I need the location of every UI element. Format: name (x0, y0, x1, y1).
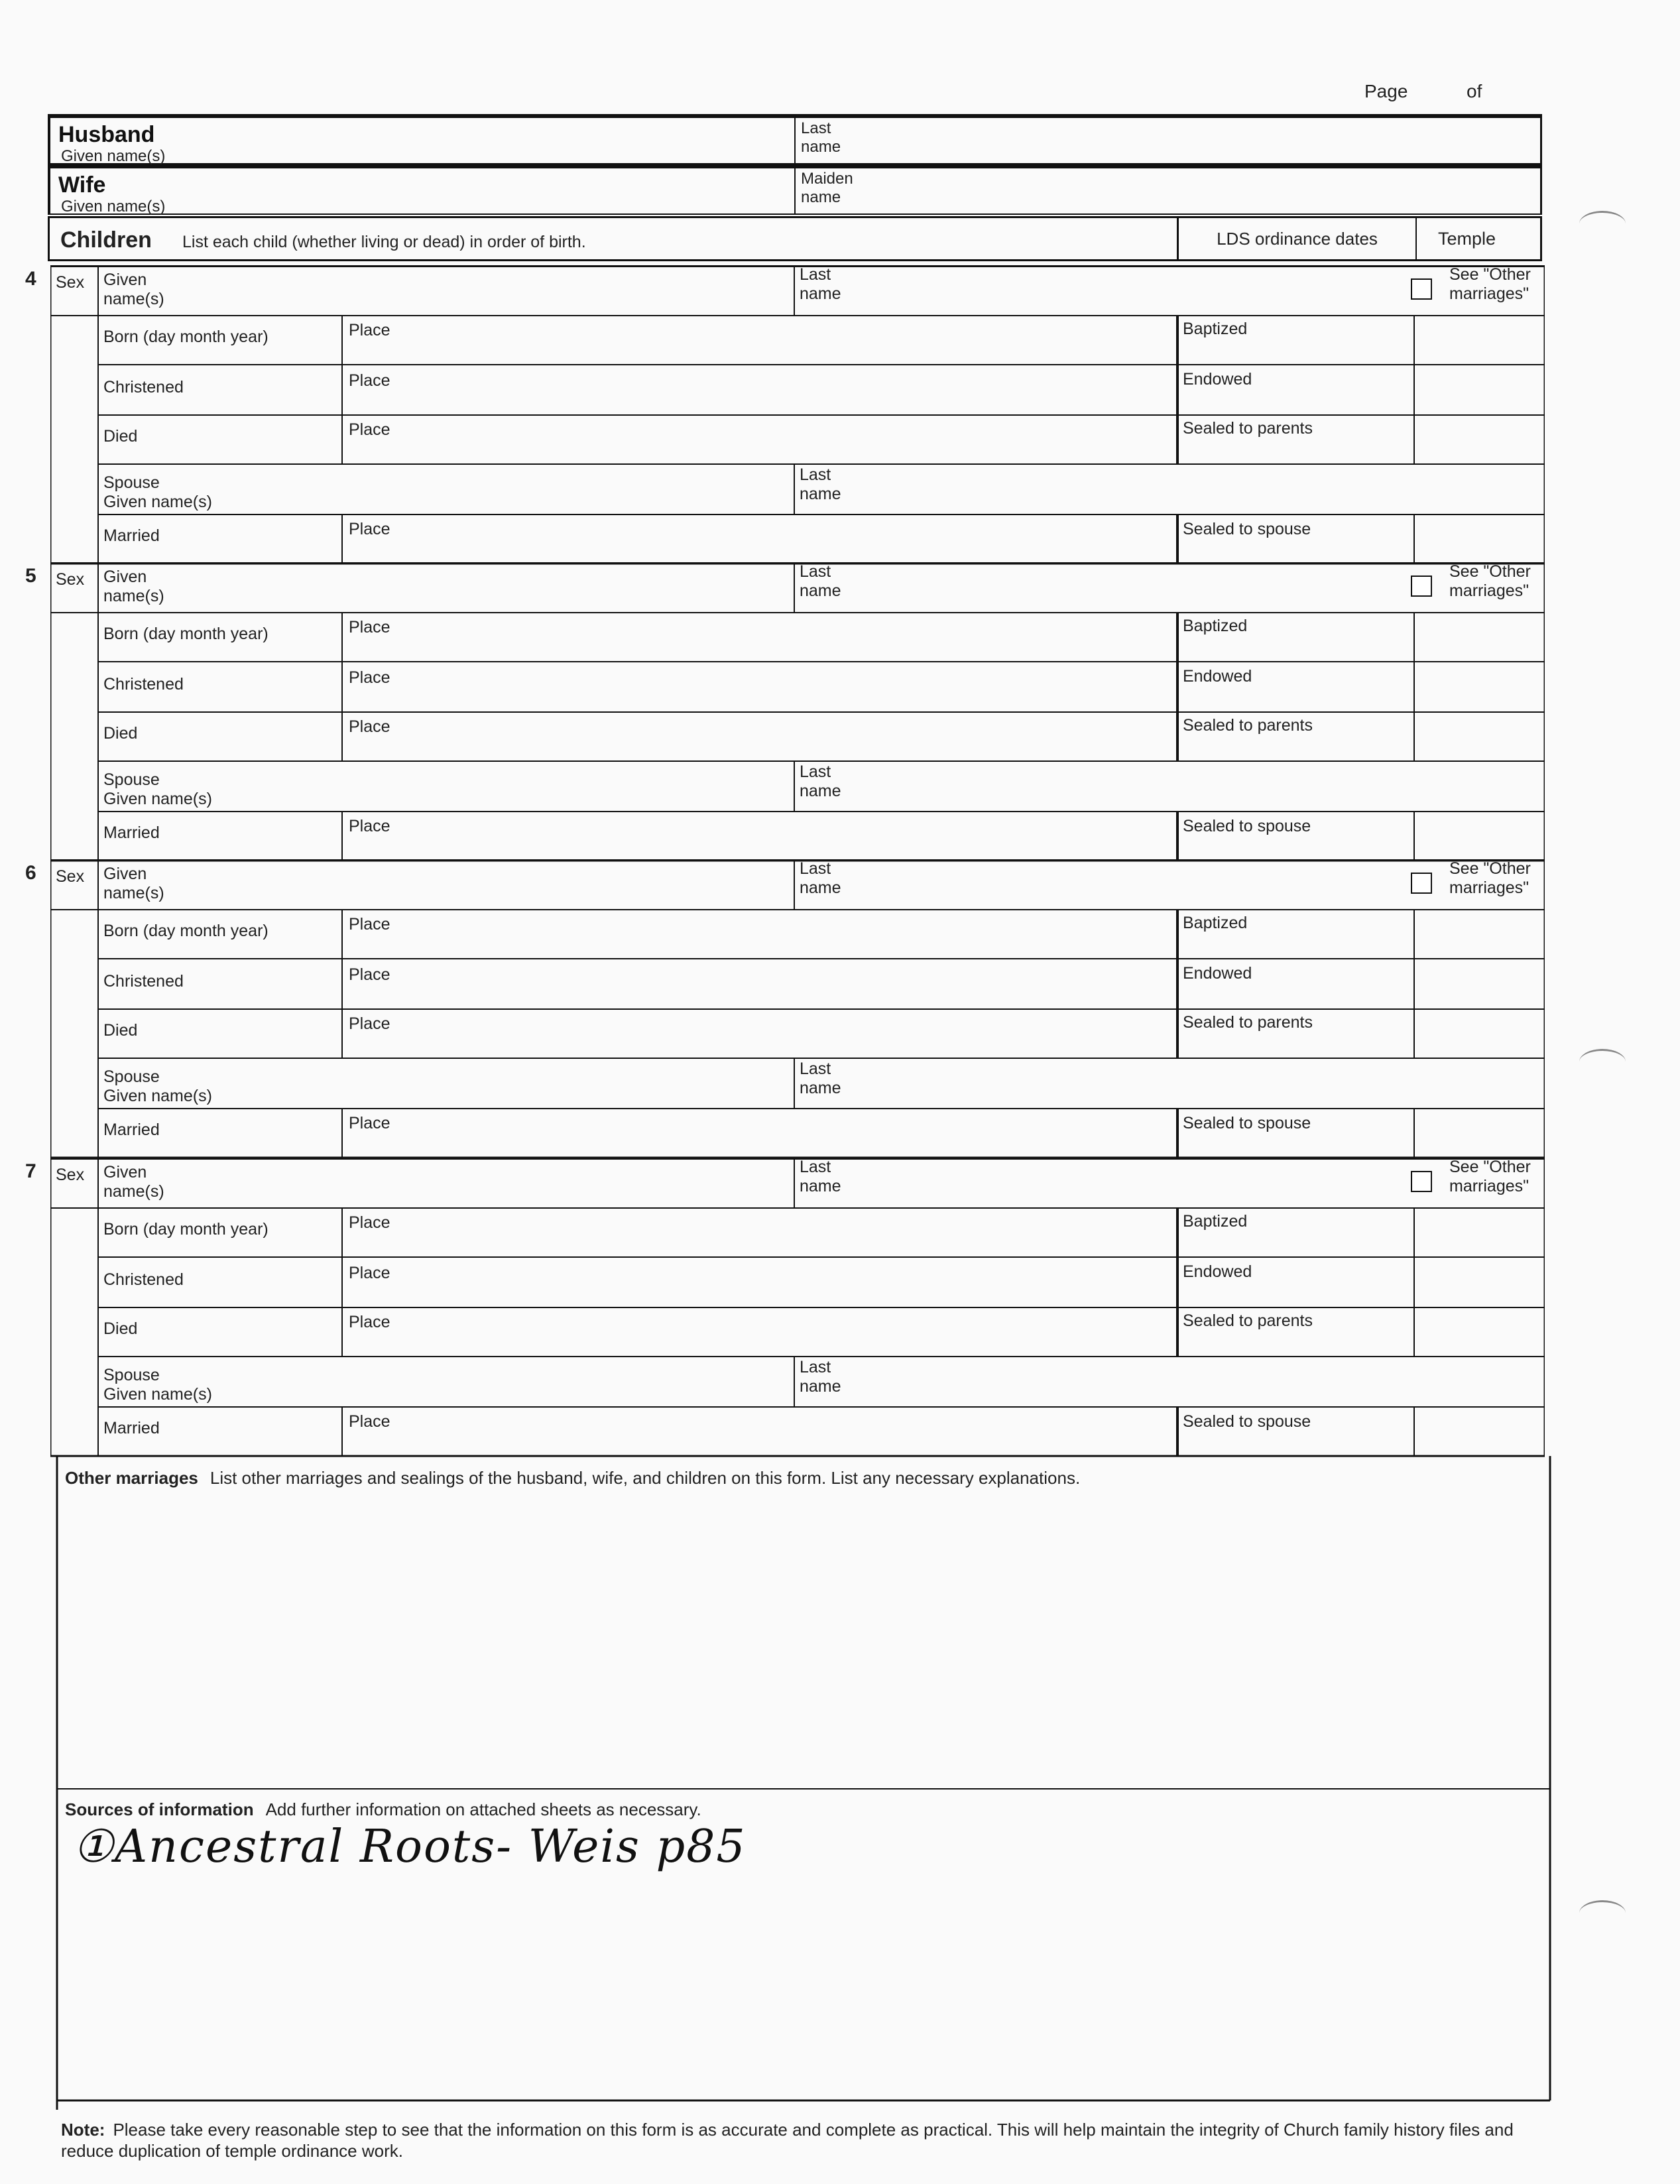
sources-description: Add further information on attached sheets as necessary. (265, 1799, 701, 1819)
baptized-label: Baptized (1183, 320, 1248, 338)
baptized-label: Baptized (1183, 914, 1248, 932)
sex-label: Sex (56, 273, 85, 292)
see-other-marriages-label: See "Other marriages" (1449, 562, 1531, 600)
page-label: Page (1364, 81, 1408, 101)
temple-label: Temple (1438, 229, 1496, 249)
born-place-label: Place (349, 915, 390, 934)
married-place-label: Place (349, 1114, 390, 1132)
given-names-label: Given name(s) (103, 568, 164, 605)
husband-title: Husband (58, 122, 155, 147)
husband-last-label: Last name (801, 119, 841, 156)
endowed-label: Endowed (1183, 667, 1252, 686)
other-marriages-title: Other marriages (65, 1468, 198, 1488)
baptized-label: Baptized (1183, 1212, 1248, 1231)
last-name-label: Last name (800, 562, 841, 600)
sex-label: Sex (56, 1166, 85, 1184)
other-marriages-header (65, 1468, 1080, 1488)
sealed-to-parents-label: Sealed to parents (1183, 419, 1313, 438)
christened-place-label: Place (349, 965, 390, 984)
christened-place-label: Place (349, 1264, 390, 1282)
married-place-label: Place (349, 1412, 390, 1431)
sources-title: Sources of information (65, 1799, 254, 1819)
given-names-label: Given name(s) (103, 1163, 164, 1201)
christened-place-label: Place (349, 668, 390, 687)
sealed-to-parents-label: Sealed to parents (1183, 1013, 1313, 1032)
note-text: Please take every reasonable step to see that the information on this form is as accurate and complete as practical. This will help maintain the integrity of Church family history files and reduce duplication of temple ordinance work. (61, 2120, 1514, 2161)
sources-header (65, 1799, 701, 1820)
sealed-to-parents-label: Sealed to parents (1183, 716, 1313, 735)
spouse-given-label: Spouse Given name(s) (103, 473, 212, 511)
note-label: Note: (61, 2120, 105, 2140)
died-label: Died (103, 724, 138, 743)
child-number: 5 (25, 565, 36, 587)
married-label: Married (103, 823, 160, 842)
christened-label: Christened (103, 675, 184, 694)
child-number: 7 (25, 1160, 36, 1182)
sealed-to-spouse-label: Sealed to spouse (1183, 817, 1311, 835)
married-place-label: Place (349, 520, 390, 538)
child-number: 6 (25, 862, 36, 884)
endowed-label: Endowed (1183, 964, 1252, 983)
sealed-to-spouse-label: Sealed to spouse (1183, 1412, 1311, 1431)
wife-maiden-label: Maiden name (801, 170, 853, 206)
sealed-to-spouse-label: Sealed to spouse (1183, 520, 1311, 538)
wife-title: Wife (58, 172, 106, 198)
handwritten-source-entry: ①Ancestral Roots- Weis p85 (73, 1821, 747, 1873)
endowed-label: Endowed (1183, 1262, 1252, 1281)
last-name-label: Last name (800, 1158, 841, 1195)
given-names-label: Given name(s) (103, 271, 164, 308)
baptized-label: Baptized (1183, 617, 1248, 635)
spouse-given-label: Spouse Given name(s) (103, 770, 212, 808)
spouse-last-label: Last name (800, 1358, 841, 1396)
of-label: of (1467, 81, 1482, 101)
died-place-label: Place (349, 1014, 390, 1033)
see-other-marriages-label: See "Other marriages" (1449, 265, 1531, 303)
born-place-label: Place (349, 1213, 390, 1232)
lds-ordinance-dates-label: LDS ordinance dates (1217, 229, 1378, 249)
born-place-label: Place (349, 321, 390, 339)
died-label: Died (103, 427, 138, 446)
see-other-marriages-label: See "Other marriages" (1449, 1158, 1531, 1195)
sex-label: Sex (56, 570, 85, 589)
other-marriages-description: List other marriages and sealings of the husband, wife, and children on this form. List any necessary explanations. (210, 1468, 1081, 1488)
died-label: Died (103, 1319, 138, 1338)
christened-label: Christened (103, 1270, 184, 1289)
christened-label: Christened (103, 378, 184, 396)
last-name-label: Last name (800, 859, 841, 897)
born-label: Born (day month year) (103, 1220, 269, 1239)
child-number: 4 (25, 268, 36, 290)
children-description: List each child (whether living or dead) in order of birth. (182, 233, 586, 251)
sealed-to-parents-label: Sealed to parents (1183, 1311, 1313, 1330)
sex-label: Sex (56, 867, 85, 886)
endowed-label: Endowed (1183, 370, 1252, 389)
born-label: Born (day month year) (103, 328, 269, 346)
married-label: Married (103, 1419, 160, 1437)
spouse-given-label: Spouse Given name(s) (103, 1067, 212, 1105)
married-label: Married (103, 1121, 160, 1139)
christened-place-label: Place (349, 371, 390, 390)
spouse-given-label: Spouse Given name(s) (103, 1366, 212, 1404)
born-place-label: Place (349, 618, 390, 637)
husband-given-label: Given name(s) (61, 147, 166, 165)
spouse-last-label: Last name (800, 762, 841, 800)
sealed-to-spouse-label: Sealed to spouse (1183, 1114, 1311, 1132)
died-label: Died (103, 1021, 138, 1040)
children-title: Children (60, 227, 152, 253)
given-names-label: Given name(s) (103, 865, 164, 902)
married-label: Married (103, 526, 160, 545)
spouse-last-label: Last name (800, 1060, 841, 1097)
last-name-label: Last name (800, 265, 841, 303)
born-label: Born (day month year) (103, 922, 269, 940)
spouse-last-label: Last name (800, 465, 841, 503)
footer-note (61, 2119, 1559, 2161)
wife-given-label: Given name(s) (61, 198, 166, 215)
christened-label: Christened (103, 972, 184, 991)
see-other-marriages-label: See "Other marriages" (1449, 859, 1531, 897)
born-label: Born (day month year) (103, 625, 269, 643)
married-place-label: Place (349, 817, 390, 835)
died-place-label: Place (349, 1313, 390, 1331)
died-place-label: Place (349, 717, 390, 736)
died-place-label: Place (349, 420, 390, 439)
